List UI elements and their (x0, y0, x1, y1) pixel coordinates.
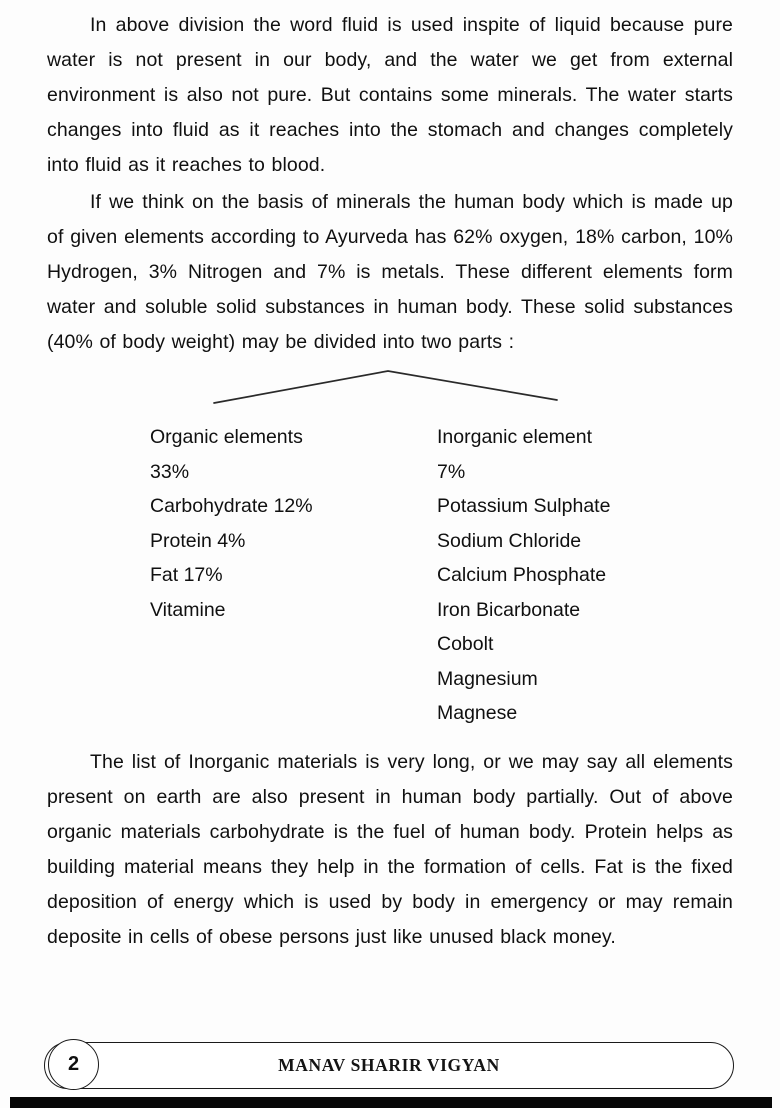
list-item: Organic elements (150, 426, 303, 448)
paragraph-fluid: In above division the word fluid is used inspite of liquid because pure water is not present in our body, and the water we get from external environment is also not pure. But contains some minerals. The water starts changes into fluid as it reaches into the stomach and changes completely into fluid as it reaches to blood. (47, 14, 733, 176)
diagram-columns (150, 420, 733, 731)
organic-elements-list (150, 420, 437, 731)
list-item: Magnesium (437, 667, 538, 690)
list-item: Fat 17% (150, 564, 223, 586)
page-footer (44, 1042, 734, 1089)
list-item: Carbohydrate 12% (150, 495, 313, 517)
list-item: Inorganic element (437, 426, 593, 448)
list-item: Sodium Chloride (437, 529, 582, 552)
list-item: 33% (150, 460, 190, 483)
scan-artifact-bar (10, 1097, 772, 1108)
list-item: Magnese (437, 702, 518, 724)
inorganic-elements-list (437, 420, 733, 731)
paragraph-inorganic-materials: The list of Inorganic materials is very long, or we may say all elements present on earth are also present in human body partially. Out of above organic materials carbohydrate is the fuel of human body. Protein helps as building material means they help in the formation of cells. Fat is the fixed deposition of energy which is used by body in emergency or may remain deposite in cells of obese persons just like unused black money. (47, 750, 733, 948)
paragraph-minerals: If we think on the basis of minerals the human body which is made up of given elements according to Ayurveda has 62% oxygen, 18% carbon, 10% Hydrogen, 3% Nitrogen and 7% is metals. These different elements form water and soluble solid substances in human body. These solid substances (40% of body weight) may be divided into two parts : (47, 191, 733, 353)
list-item: Vitamine (150, 598, 226, 621)
list-item: Potassium Sulphate (437, 495, 611, 517)
list-item: 7% (437, 460, 466, 483)
list-item: Iron Bicarbonate (437, 598, 581, 621)
branch-lines-icon (47, 364, 733, 412)
page-number: 2 (67, 1053, 80, 1075)
list-item: Calcium Phosphate (437, 564, 607, 586)
book-title: MANAV SHARIR VIGYAN (278, 1055, 500, 1075)
list-item: Cobolt (437, 633, 494, 655)
element-division-diagram (47, 364, 733, 731)
list-item: Protein 4% (150, 529, 246, 552)
